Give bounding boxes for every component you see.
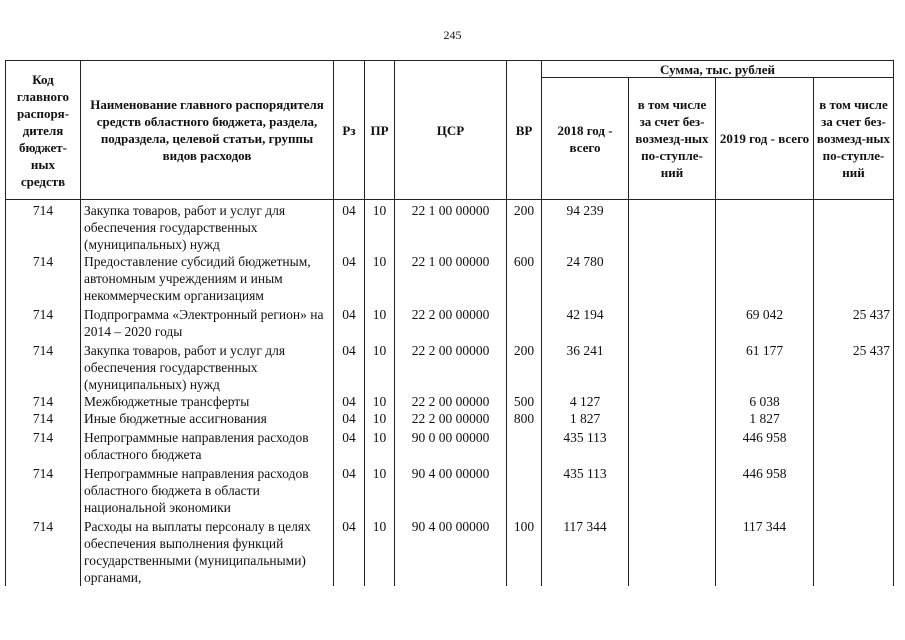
- row-vr: [507, 463, 542, 516]
- row-code: 714: [6, 393, 81, 410]
- header-sum-title: Сумма, тыс. рублей: [542, 61, 894, 78]
- header-2018-total: 2018 год - всего: [542, 78, 629, 200]
- row-vr: 600: [507, 253, 542, 304]
- row-pr: 10: [365, 200, 395, 254]
- row-2019-gratis: [814, 410, 894, 427]
- row-2018-total: 94 239: [542, 200, 629, 254]
- row-csr: 90 4 00 00000: [395, 516, 507, 586]
- row-2018-total: 117 344: [542, 516, 629, 586]
- row-2018-gratis: [629, 200, 716, 254]
- row-code: 714: [6, 427, 81, 463]
- row-2019-gratis: [814, 200, 894, 254]
- table-row: [6, 340, 894, 393]
- table-row: [6, 393, 894, 410]
- row-2019-gratis: [814, 393, 894, 410]
- row-2018-total: 435 113: [542, 463, 629, 516]
- row-rz: 04: [334, 340, 365, 393]
- row-2018-gratis: [629, 253, 716, 304]
- row-2018-total: 1 827: [542, 410, 629, 427]
- row-pr: 10: [365, 410, 395, 427]
- row-2019-total: 69 042: [716, 304, 814, 340]
- table-row: [6, 516, 894, 586]
- row-2019-total: 446 958: [716, 427, 814, 463]
- header-2018-gratis: в том числе за счет без-возмезд-ных по-ступле-ний: [629, 78, 716, 200]
- row-2019-total: 6 038: [716, 393, 814, 410]
- row-rz: 04: [334, 200, 365, 254]
- row-2019-total: 61 177: [716, 340, 814, 393]
- table-row: [6, 427, 894, 463]
- row-name: Непрограммные направления расходов областного бюджета в области национальной экономики: [81, 463, 334, 516]
- row-rz: 04: [334, 304, 365, 340]
- row-2018-total: 42 194: [542, 304, 629, 340]
- row-vr: 100: [507, 516, 542, 586]
- row-name: Закупка товаров, работ и услуг для обеспечения государственных (муниципальных) нужд: [81, 340, 334, 393]
- header-2019-gratis: в том числе за счет без-возмезд-ных по-ступле-ний: [814, 78, 894, 200]
- row-pr: 10: [365, 516, 395, 586]
- row-rz: 04: [334, 516, 365, 586]
- row-2019-total: [716, 200, 814, 254]
- row-code: 714: [6, 200, 81, 254]
- row-name: Закупка товаров, работ и услуг для обеспечения государственных (муниципальных) нужд: [81, 200, 334, 254]
- row-pr: 10: [365, 427, 395, 463]
- row-2019-total: 117 344: [716, 516, 814, 586]
- row-pr: 10: [365, 253, 395, 304]
- table-row: [6, 253, 894, 304]
- header-vr: ВР: [507, 61, 542, 200]
- row-code: 714: [6, 304, 81, 340]
- row-2018-gratis: [629, 340, 716, 393]
- budget-table: [5, 60, 894, 586]
- row-2019-gratis: [814, 427, 894, 463]
- row-name: Подпрограмма «Электронный регион» на 2014 – 2020 годы: [81, 304, 334, 340]
- header-name: Наименование главного распорядителя средств областного бюджета, раздела, подраздела, целевой статьи, группы видов расходов: [81, 61, 334, 200]
- row-2019-total: 1 827: [716, 410, 814, 427]
- row-name: Непрограммные направления расходов областного бюджета: [81, 427, 334, 463]
- row-2019-gratis: 25 437: [814, 304, 894, 340]
- row-2019-gratis: 25 437: [814, 340, 894, 393]
- row-2018-gratis: [629, 516, 716, 586]
- row-2019-gratis: [814, 253, 894, 304]
- row-2018-gratis: [629, 304, 716, 340]
- row-code: 714: [6, 410, 81, 427]
- table-header: [6, 61, 894, 200]
- row-2018-gratis: [629, 410, 716, 427]
- row-csr: 22 2 00 00000: [395, 393, 507, 410]
- row-pr: 10: [365, 393, 395, 410]
- header-2019-total: 2019 год - всего: [716, 78, 814, 200]
- row-2018-gratis: [629, 393, 716, 410]
- row-2019-total: 446 958: [716, 463, 814, 516]
- table-row: [6, 410, 894, 427]
- row-vr: [507, 427, 542, 463]
- row-vr: 500: [507, 393, 542, 410]
- row-code: 714: [6, 463, 81, 516]
- row-vr: [507, 304, 542, 340]
- row-2018-total: 24 780: [542, 253, 629, 304]
- row-rz: 04: [334, 463, 365, 516]
- page-number: 245: [443, 28, 462, 42]
- row-name: Предоставление субсидий бюджетным, автономным учреждениям и иным некоммерческим организациям: [81, 253, 334, 304]
- table-row: [6, 463, 894, 516]
- row-rz: 04: [334, 410, 365, 427]
- row-2018-total: 435 113: [542, 427, 629, 463]
- header-csr: ЦСР: [395, 61, 507, 200]
- row-2018-total: 4 127: [542, 393, 629, 410]
- row-rz: 04: [334, 253, 365, 304]
- header-rz: Рз: [334, 61, 365, 200]
- header-pr: ПР: [365, 61, 395, 200]
- row-2019-gratis: [814, 463, 894, 516]
- row-name: Расходы на выплаты персоналу в целях обеспечения выполнения функций государственными (муниципальными) органами,: [81, 516, 334, 586]
- row-2018-total: 36 241: [542, 340, 629, 393]
- row-vr: 200: [507, 200, 542, 254]
- row-csr: 90 0 00 00000: [395, 427, 507, 463]
- row-csr: 22 1 00 00000: [395, 200, 507, 254]
- row-vr: 800: [507, 410, 542, 427]
- row-code: 714: [6, 340, 81, 393]
- row-2018-gratis: [629, 463, 716, 516]
- row-csr: 22 2 00 00000: [395, 340, 507, 393]
- row-name: Иные бюджетные ассигнования: [81, 410, 334, 427]
- row-code: 714: [6, 253, 81, 304]
- row-2019-gratis: [814, 516, 894, 586]
- row-csr: 22 2 00 00000: [395, 304, 507, 340]
- row-2018-gratis: [629, 427, 716, 463]
- row-vr: 200: [507, 340, 542, 393]
- header-code: Код главного распоря-дителя бюджет-ных средств: [6, 61, 81, 200]
- table-row: [6, 200, 894, 254]
- row-code: 714: [6, 516, 81, 586]
- row-csr: 90 4 00 00000: [395, 463, 507, 516]
- row-csr: 22 2 00 00000: [395, 410, 507, 427]
- row-rz: 04: [334, 393, 365, 410]
- row-rz: 04: [334, 427, 365, 463]
- row-pr: 10: [365, 304, 395, 340]
- table-row: [6, 304, 894, 340]
- row-pr: 10: [365, 340, 395, 393]
- row-2019-total: [716, 253, 814, 304]
- row-csr: 22 1 00 00000: [395, 253, 507, 304]
- table-body: [6, 200, 894, 587]
- row-pr: 10: [365, 463, 395, 516]
- row-name: Межбюджетные трансферты: [81, 393, 334, 410]
